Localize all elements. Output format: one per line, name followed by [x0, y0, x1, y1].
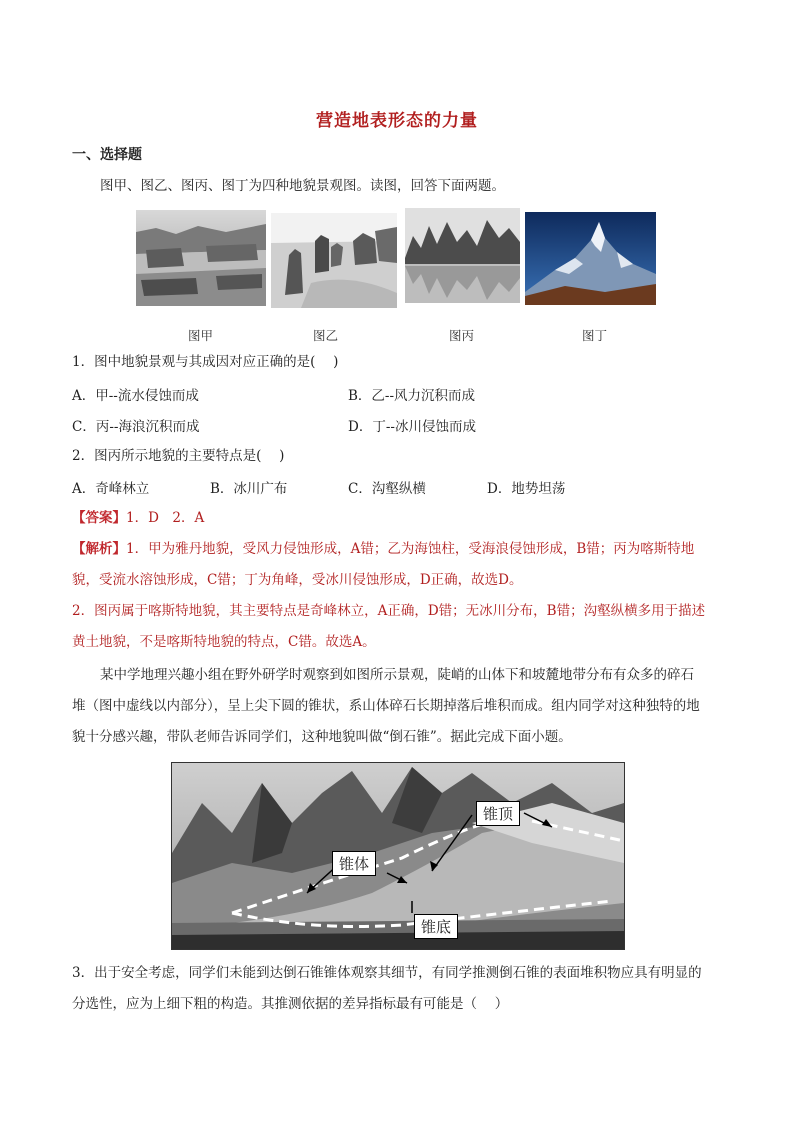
analysis-text-1: 1．甲为雅丹地貌，受风力侵蚀形成，A错；乙为海蚀柱，受海浪侵蚀形成，B错；丙为喀斯特地: [126, 541, 695, 557]
answer-tag: 【答案】: [72, 510, 126, 526]
image-bing: [405, 208, 520, 303]
caption-jia: 图甲: [188, 328, 214, 343]
page-title: 营造地表形态的力量: [316, 111, 478, 131]
caption-ding: 图丁: [582, 328, 608, 343]
label-cone-base: 锥底: [414, 914, 458, 939]
question-1-stem: 1．图中地貌景观与其成因对应正确的是( ): [72, 354, 339, 370]
image-yi: [271, 213, 397, 308]
question-1-option-c: C．丙--海浪沉积而成: [72, 419, 200, 435]
caption-yi: 图乙: [313, 328, 339, 343]
question-2-option-b: B．冰川广布: [210, 481, 288, 497]
image-jia: [136, 210, 266, 306]
question-2-stem: 2．图丙所示地貌的主要特点是( ): [72, 448, 285, 464]
analysis-tag: 【解析】: [72, 541, 126, 557]
scenario-line-3: 貌十分感兴趣，带队老师告诉同学们，这种地貌叫做“倒石锥”。据此完成下面小题。: [72, 729, 572, 745]
scenario-line-2: 堆（图中虚线以内部分），呈上尖下圆的锥状，系山体碎石长期掉落后堆积而成。组内同学对这种独特的地: [72, 698, 700, 714]
question-1-option-d: D．丁--冰川侵蚀而成: [348, 419, 476, 435]
question-3-line-2: 分选性，应为上细下粗的构造。其推测依据的差异指标最有可能是（ ）: [72, 996, 509, 1012]
question-2-option-a: A．奇峰林立: [72, 481, 150, 497]
question-1-option-b: B．乙--风力沉积而成: [348, 388, 476, 404]
question-1-option-a: A．甲--流水侵蚀而成: [72, 388, 199, 404]
question-2-option-d: D．地势坦荡: [487, 481, 566, 497]
label-cone-top: 锥顶: [476, 801, 520, 826]
label-cone-body: 锥体: [332, 851, 376, 876]
caption-bing: 图丙: [449, 328, 475, 343]
analysis-line-1: [72, 539, 694, 559]
analysis-line-3: 2．图丙属于喀斯特地貌，其主要特点是奇峰林立，A正确，D错；无冰川分布，B错；沟壑纵横多用于描述: [72, 603, 706, 619]
scenario-line-1: 某中学地理兴趣小组在野外研学时观察到如图所示景观，陡峭的山体下和坡麓地带分布有众多的碎石: [100, 667, 694, 683]
answer-line: [72, 508, 204, 528]
talus-cone-photo: [171, 762, 625, 950]
intro-text: 图甲、图乙、图丙、图丁为四种地貌景观图。读图，回答下面两题。: [100, 178, 505, 194]
analysis-line-2: 貌，受流水溶蚀形成，C错；丁为角峰，受冰川侵蚀形成，D正确，故选D。: [72, 572, 523, 588]
question-3-line-1: 3．出于安全考虑，同学们未能到达倒石锥锥体观察其细节，有同学推测倒石锥的表面堆积物应具有明显的: [72, 965, 702, 981]
image-ding: [525, 212, 656, 305]
answer-text: 1．D 2．A: [126, 510, 205, 526]
section-heading: 一、选择题: [72, 147, 142, 163]
analysis-line-4: 黄土地貌，不是喀斯特地貌的特点，C错。故选A。: [72, 634, 376, 650]
question-2-option-c: C．沟壑纵横: [348, 481, 426, 497]
